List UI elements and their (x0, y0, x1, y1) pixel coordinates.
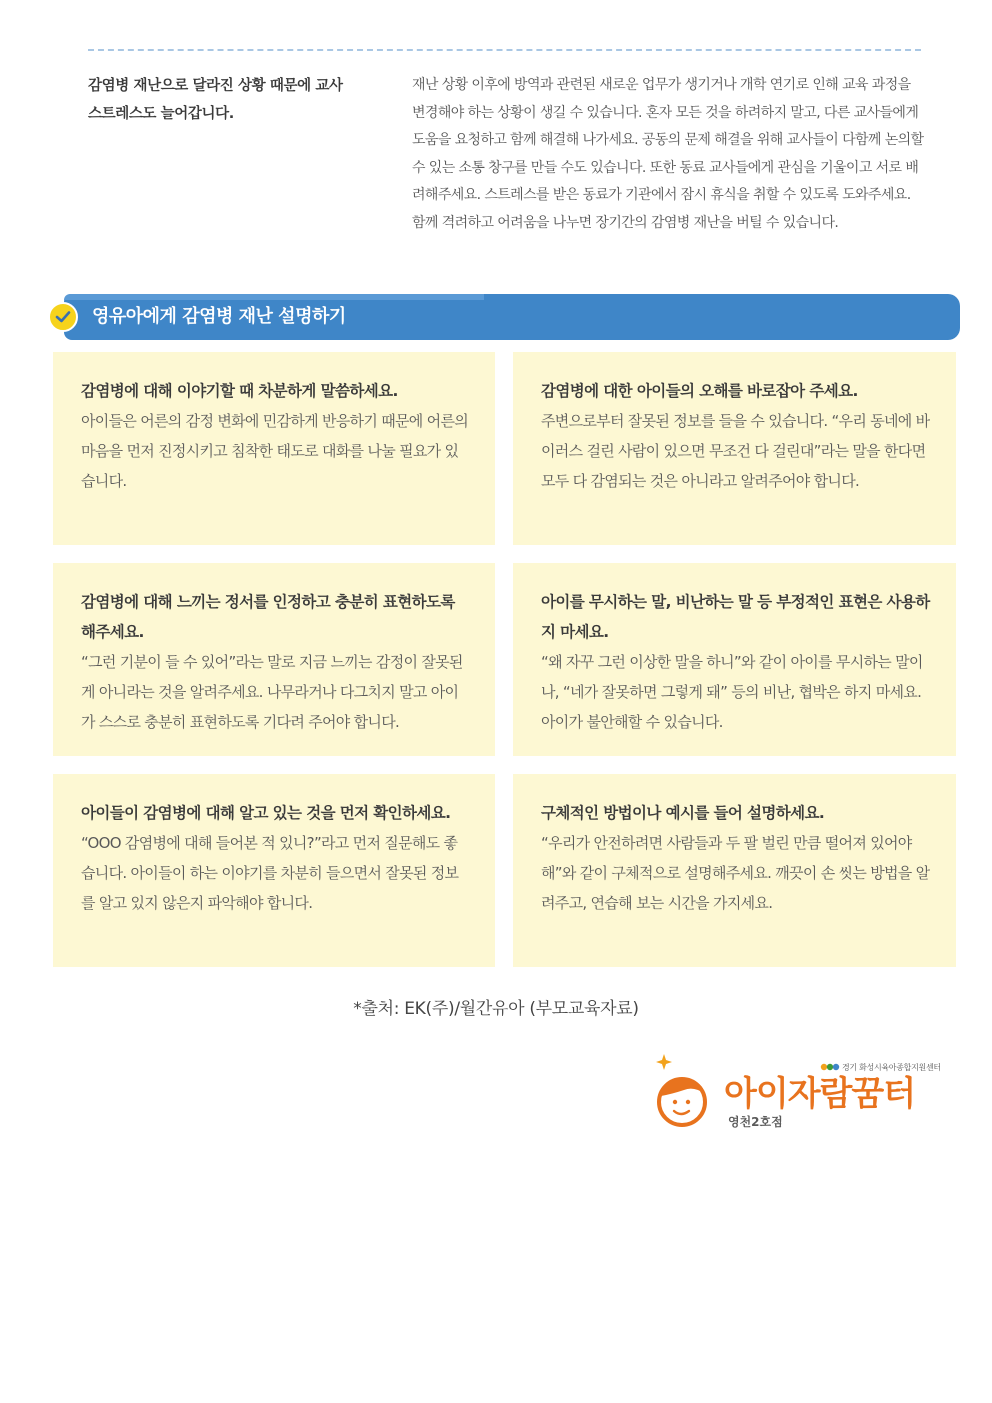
logo-org-name: 경기 화성시육아종합지원센터 (842, 1063, 941, 1072)
tip-card-title: 감염병에 대해 이야기할 때 차분하게 말씀하세요. (81, 382, 398, 400)
tip-card-title: 구체적인 방법이나 예시를 들어 설명하세요. (541, 804, 825, 822)
tip-card-body: 아이들은 어른의 감정 변화에 민감하게 반응하기 때문에 어른의 마음을 먼저 진정시키고 침착한 태도로 대화를 나눌 필요가 있습니다. (81, 412, 469, 490)
tip-card-body: “OOO 감염병에 대해 들어본 적 있니?”라고 먼저 질문해도 좋습니다. 아이들이 하는 이야기를 차분히 들으면서 잘못된 정보를 알고 있지 않은지 파악해야 합니다. (81, 834, 459, 912)
tip-card-title: 감염병에 대한 아이들의 오해를 바로잡아 주세요. (541, 382, 858, 400)
tip-card-body: 주변으로부터 잘못된 정보를 들을 수 있습니다. “우리 동네에 바이러스 걸린 사람이 있으면 무조건 다 걸린대”라는 말을 한다면 모두 다 감염되는 것은 아니라고 알려주어야 합니다. (541, 412, 930, 490)
tip-card-4 (513, 563, 956, 756)
tip-card-body: “우리가 안전하려면 사람들과 두 팔 벌린 만큼 떨어져 있어야 해”와 같이 구체적으로 설명해주세요. 깨끗이 손 씻는 방법을 알려주고, 연습해 보는 시간을 가지세요. (541, 834, 930, 912)
tip-card-6 (513, 774, 956, 967)
check-icon (48, 302, 78, 332)
teacher-stress-body: 재난 상황 이후에 방역과 관련된 새로운 업무가 생기거나 개학 연기로 인해 교육 과정을 변경해야 하는 상황이 생길 수 있습니다. 혼자 모든 것을 하려하지 말고, 다른 교사들에게 도움을 요청하고 함께 해결해 나가세요. 공동의 문제 해결을 위해 교사들이 다함께 논의할 수 있는 소통 창구를 만들 수도 있습니다. 또한 동료 교사들에게 관심을 기울이고 서로 배려해주세요. 스트레스를 받은 동료가 기관에서 잠시 휴식을 취할 수 있도록 도와주세요. 함께 격려하고 어려움을 나누면 장기간의 감염병 재난을 버틸 수 있습니다. (412, 77, 924, 231)
tip-card-title: 아이를 무시하는 말, 비난하는 말 등 부정적인 표현은 사용하지 마세요. (541, 593, 930, 641)
tip-card-title: 감염병에 대해 느끼는 정서를 인정하고 충분히 표현하도록 해주세요. (81, 593, 455, 641)
tip-card-title: 아이들이 감염병에 대해 알고 있는 것을 먼저 확인하세요. (81, 804, 451, 822)
tip-card-5 (53, 774, 495, 967)
tip-card-2 (513, 352, 956, 545)
teacher-stress-heading: 감염병 재난으로 달라진 상황 때문에 교사 스트레스도 늘어갑니다. (88, 78, 343, 122)
section-title: 영유아에게 감염병 재난 설명하기 (92, 306, 346, 327)
dashed-divider (88, 49, 921, 51)
tip-card-body: “왜 자꾸 그런 이상한 말을 하니”와 같이 아이를 무시하는 말이나, “네가 잘못하면 그렇게 돼” 등의 비난, 협박은 하지 마세요. 아이가 불안해할 수 있습니다. (541, 653, 923, 731)
section-bar-highlight (64, 294, 484, 300)
source-citation: *출처: EK(주)/월간유아 (부모교육자료) (353, 999, 639, 1019)
tip-card-3 (53, 563, 495, 756)
logo-branch-name: 영천2호점 (728, 1115, 783, 1129)
tip-card-body: “그런 기분이 들 수 있어”라는 말로 지금 느끼는 감정이 잘못된 게 아니라는 것을 알려주세요. 나무라거나 다그치지 말고 아이가 스스로 충분히 표현하도록 기다려 주어야 합니다. (81, 653, 463, 731)
logo-brand-name: 아이자람꿈터 (724, 1074, 916, 1114)
tip-card-1 (53, 352, 495, 545)
